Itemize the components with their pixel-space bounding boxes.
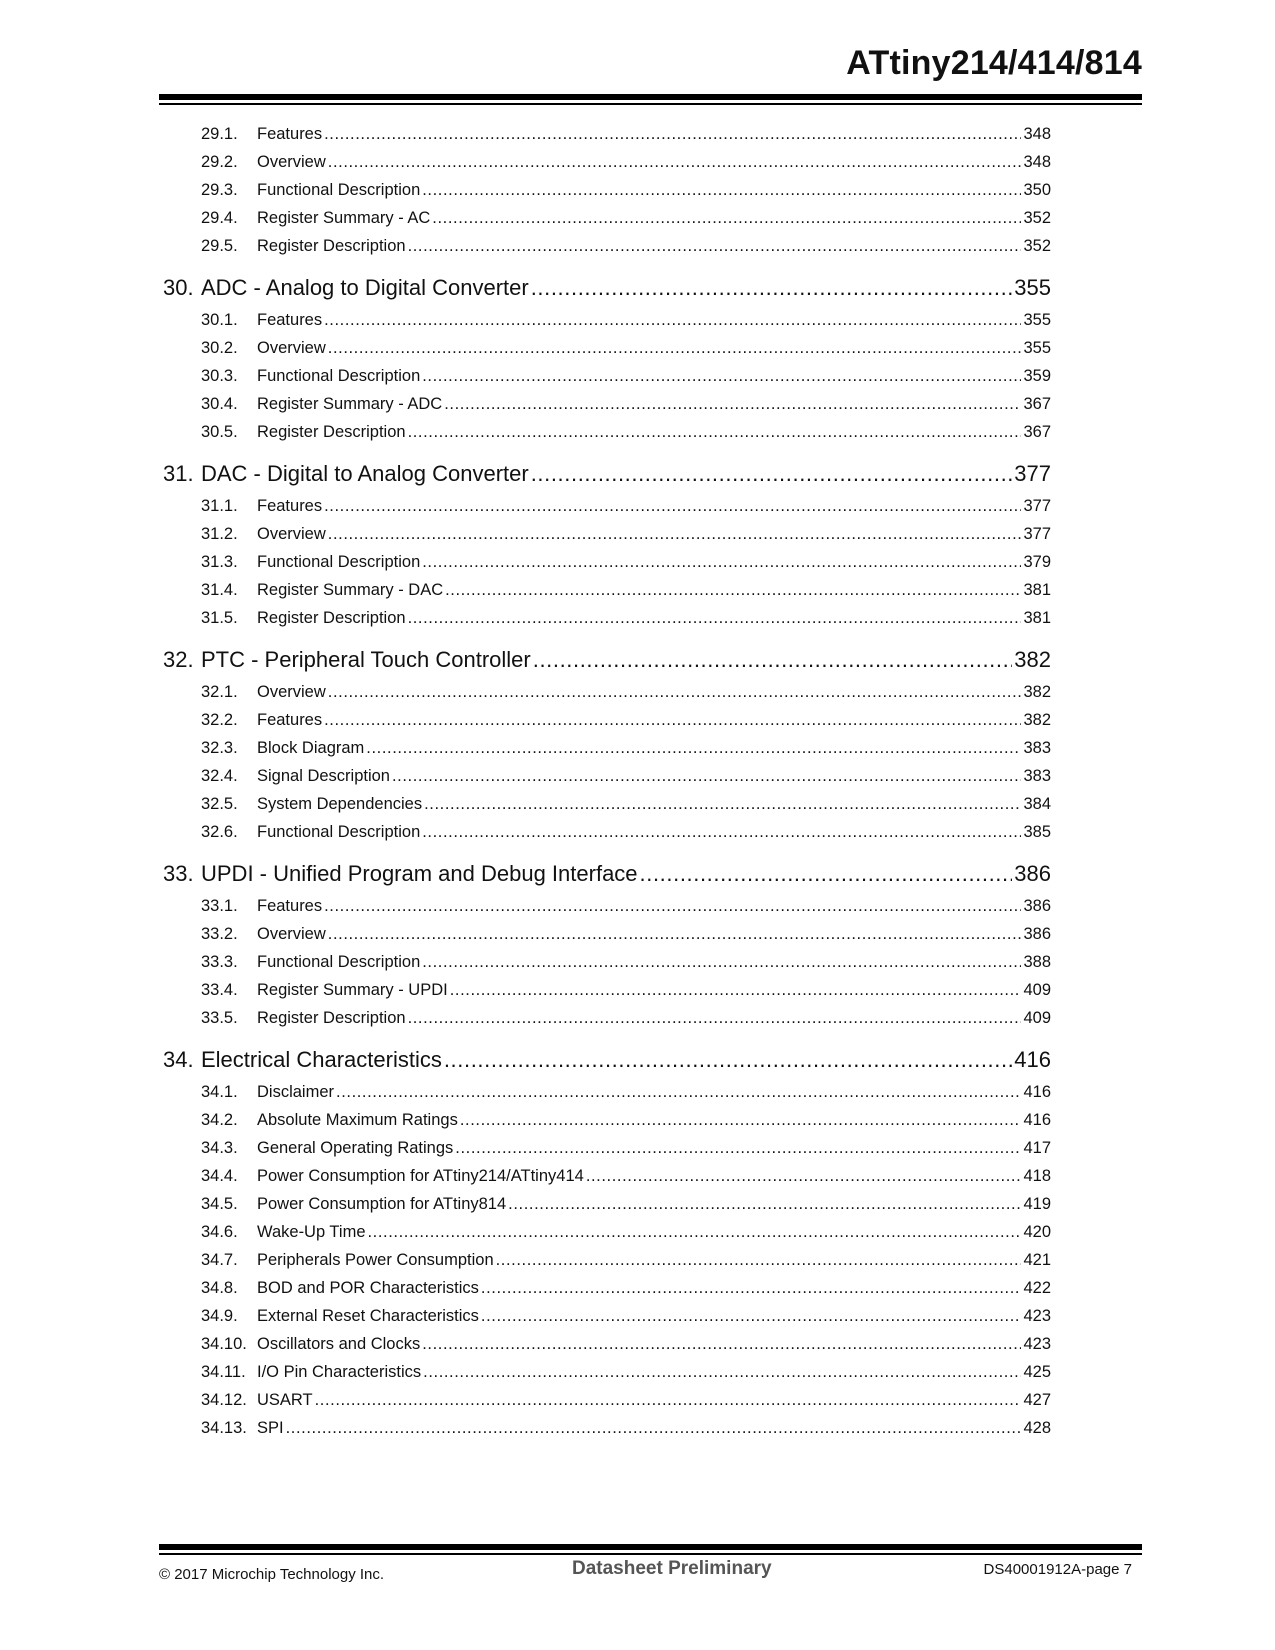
toc-section bbox=[163, 645, 1051, 846]
header-rule-thick bbox=[159, 94, 1142, 100]
document-title: ATtiny214/414/814 bbox=[846, 44, 1142, 82]
toc-section bbox=[163, 859, 1051, 1032]
entry-number: 29.1. bbox=[201, 125, 238, 143]
toc-entry[interactable] bbox=[163, 334, 1051, 362]
toc-entry[interactable] bbox=[163, 548, 1051, 576]
entry-title: Register Summary - AC bbox=[257, 209, 431, 227]
dot-leader bbox=[445, 576, 1021, 604]
toc-entry[interactable] bbox=[163, 418, 1051, 446]
dot-leader bbox=[324, 492, 1021, 520]
entry-page: 379 bbox=[1023, 553, 1051, 571]
entry-number: 29.4. bbox=[201, 209, 238, 227]
dot-leader bbox=[408, 418, 1022, 446]
entry-number: 34.8. bbox=[201, 1279, 238, 1297]
chapter-page: 386 bbox=[1014, 861, 1051, 886]
dot-leader bbox=[328, 148, 1022, 176]
footer-rule-thick bbox=[159, 1544, 1142, 1550]
entry-number: 34.1. bbox=[201, 1083, 238, 1101]
entry-number: 34.7. bbox=[201, 1251, 238, 1269]
chapter-number: 30. bbox=[163, 275, 194, 300]
entry-number: 31.4. bbox=[201, 581, 238, 599]
chapter-title: Electrical Characteristics bbox=[201, 1047, 442, 1072]
entry-title: Features bbox=[257, 125, 323, 143]
toc-entry[interactable] bbox=[163, 790, 1051, 818]
toc-entry[interactable] bbox=[163, 362, 1051, 390]
entry-page: 348 bbox=[1023, 153, 1051, 171]
entry-page: 367 bbox=[1023, 395, 1051, 413]
dot-leader bbox=[531, 273, 1013, 303]
dot-leader bbox=[392, 762, 1021, 790]
entry-number: 32.5. bbox=[201, 795, 238, 813]
entry-page: 348 bbox=[1023, 125, 1051, 143]
entry-number: 34.10. bbox=[201, 1335, 247, 1353]
entry-number: 30.4. bbox=[201, 395, 238, 413]
dot-leader bbox=[408, 604, 1022, 632]
toc-entry[interactable] bbox=[163, 948, 1051, 976]
entry-page: 352 bbox=[1023, 237, 1051, 255]
entry-title: Functional Description bbox=[257, 553, 421, 571]
entry-page: 383 bbox=[1023, 767, 1051, 785]
footer-copyright: © 2017 Microchip Technology Inc. bbox=[159, 1566, 385, 1583]
entry-page: 383 bbox=[1023, 739, 1051, 757]
entry-number: 33.5. bbox=[201, 1009, 238, 1027]
entry-title: Overview bbox=[257, 153, 326, 171]
dot-leader bbox=[422, 176, 1021, 204]
entry-title: Features bbox=[257, 897, 323, 915]
entry-title: Functional Description bbox=[257, 367, 421, 385]
toc-entry[interactable] bbox=[163, 1330, 1051, 1358]
entry-page: 384 bbox=[1023, 795, 1051, 813]
entry-page: 377 bbox=[1023, 525, 1051, 543]
dot-leader bbox=[424, 790, 1021, 818]
entry-page: 409 bbox=[1023, 981, 1051, 999]
entry-page: 381 bbox=[1023, 609, 1051, 627]
toc-chapter[interactable] bbox=[163, 859, 1051, 889]
toc-entry[interactable] bbox=[163, 120, 1051, 148]
entry-number: 34.9. bbox=[201, 1307, 238, 1325]
dot-leader bbox=[444, 390, 1021, 418]
entry-title: Register Description bbox=[257, 237, 406, 255]
dot-leader bbox=[366, 734, 1021, 762]
entry-number: 30.2. bbox=[201, 339, 238, 357]
dot-leader bbox=[531, 459, 1013, 489]
dot-leader bbox=[324, 706, 1021, 734]
dot-leader bbox=[432, 204, 1021, 232]
entry-title: Signal Description bbox=[257, 767, 390, 785]
dot-leader bbox=[328, 678, 1022, 706]
entry-page: 382 bbox=[1023, 683, 1051, 701]
toc-chapter[interactable] bbox=[163, 645, 1051, 675]
dot-leader bbox=[422, 362, 1021, 390]
entry-page: 425 bbox=[1023, 1363, 1051, 1381]
toc-section bbox=[163, 273, 1051, 446]
entry-number: 34.2. bbox=[201, 1111, 238, 1129]
entry-page: 423 bbox=[1023, 1307, 1051, 1325]
entry-title: Register Description bbox=[257, 609, 406, 627]
dot-leader bbox=[422, 1330, 1021, 1358]
entry-number: 33.4. bbox=[201, 981, 238, 999]
dot-leader bbox=[640, 859, 1013, 889]
toc-chapter[interactable] bbox=[163, 459, 1051, 489]
entry-number: 34.3. bbox=[201, 1139, 238, 1157]
entry-number: 34.11. bbox=[201, 1363, 246, 1381]
toc-entry[interactable] bbox=[163, 306, 1051, 334]
entry-title: Overview bbox=[257, 525, 326, 543]
entry-page: 423 bbox=[1023, 1335, 1051, 1353]
dot-leader bbox=[455, 1134, 1021, 1162]
toc-entry[interactable] bbox=[163, 576, 1051, 604]
dot-leader bbox=[408, 1004, 1022, 1032]
toc-entry[interactable] bbox=[163, 520, 1051, 548]
entry-title: Block Diagram bbox=[257, 739, 365, 757]
entry-page: 382 bbox=[1023, 711, 1051, 729]
entry-page: 355 bbox=[1023, 311, 1051, 329]
entry-title: Functional Description bbox=[257, 181, 421, 199]
table-of-contents bbox=[163, 120, 1051, 1455]
toc-chapter[interactable] bbox=[163, 1045, 1051, 1075]
entry-title: Power Consumption for ATtiny214/ATtiny414 bbox=[257, 1167, 584, 1185]
toc-entry[interactable] bbox=[163, 892, 1051, 920]
entry-page: 419 bbox=[1023, 1195, 1051, 1213]
entry-page: 352 bbox=[1023, 209, 1051, 227]
entry-title: Features bbox=[257, 711, 323, 729]
toc-entry[interactable] bbox=[163, 1134, 1051, 1162]
toc-entry[interactable] bbox=[163, 604, 1051, 632]
toc-entry[interactable] bbox=[163, 1386, 1051, 1414]
toc-entry[interactable] bbox=[163, 1218, 1051, 1246]
dot-leader bbox=[286, 1414, 1022, 1442]
entry-page: 427 bbox=[1023, 1391, 1051, 1409]
entry-number: 32.3. bbox=[201, 739, 238, 757]
entry-page: 367 bbox=[1023, 423, 1051, 441]
dot-leader bbox=[408, 232, 1022, 260]
dot-leader bbox=[533, 645, 1013, 675]
dot-leader bbox=[586, 1162, 1022, 1190]
entry-page: 418 bbox=[1023, 1167, 1051, 1185]
chapter-title: ADC - Analog to Digital Converter bbox=[201, 275, 529, 300]
toc-section bbox=[163, 459, 1051, 632]
entry-page: 409 bbox=[1023, 1009, 1051, 1027]
toc-entry[interactable] bbox=[163, 920, 1051, 948]
toc-section bbox=[163, 120, 1051, 260]
chapter-number: 31. bbox=[163, 461, 194, 486]
entry-number: 34.4. bbox=[201, 1167, 238, 1185]
dot-leader bbox=[328, 520, 1022, 548]
entry-number: 31.5. bbox=[201, 609, 238, 627]
dot-leader bbox=[423, 1358, 1021, 1386]
entry-title: Register Summary - ADC bbox=[257, 395, 443, 413]
entry-page: 377 bbox=[1023, 497, 1051, 515]
entry-title: Functional Description bbox=[257, 823, 421, 841]
toc-entry[interactable] bbox=[163, 1414, 1051, 1442]
entry-title: Overview bbox=[257, 339, 326, 357]
chapter-page: 416 bbox=[1014, 1047, 1051, 1072]
dot-leader bbox=[496, 1246, 1022, 1274]
dot-leader bbox=[450, 976, 1022, 1004]
dot-leader bbox=[422, 818, 1021, 846]
entry-number: 29.5. bbox=[201, 237, 238, 255]
chapter-page: 382 bbox=[1014, 647, 1051, 672]
chapter-title: UPDI - Unified Program and Debug Interface bbox=[201, 861, 638, 886]
dot-leader bbox=[422, 948, 1021, 976]
entry-page: 386 bbox=[1023, 925, 1051, 943]
entry-page: 386 bbox=[1023, 897, 1051, 915]
entry-number: 32.4. bbox=[201, 767, 238, 785]
toc-entry[interactable] bbox=[163, 976, 1051, 1004]
toc-entry[interactable] bbox=[163, 1106, 1051, 1134]
entry-number: 30.3. bbox=[201, 367, 238, 385]
entry-page: 420 bbox=[1023, 1223, 1051, 1241]
entry-title: BOD and POR Characteristics bbox=[257, 1279, 479, 1297]
entry-number: 30.1. bbox=[201, 311, 238, 329]
chapter-number: 34. bbox=[163, 1047, 194, 1072]
entry-number: 34.12. bbox=[201, 1391, 247, 1409]
toc-entry[interactable] bbox=[163, 1274, 1051, 1302]
toc-entry[interactable] bbox=[163, 1190, 1051, 1218]
chapter-title: DAC - Digital to Analog Converter bbox=[201, 461, 529, 486]
entry-page: 381 bbox=[1023, 581, 1051, 599]
entry-title: I/O Pin Characteristics bbox=[257, 1363, 422, 1381]
toc-entry[interactable] bbox=[163, 204, 1051, 232]
page-footer bbox=[159, 1558, 1142, 1588]
entry-title: Disclaimer bbox=[257, 1083, 335, 1101]
entry-number: 34.13. bbox=[201, 1419, 247, 1437]
toc-entry[interactable] bbox=[163, 1004, 1051, 1032]
entry-page: 416 bbox=[1023, 1111, 1051, 1129]
dot-leader bbox=[324, 306, 1021, 334]
entry-title: Features bbox=[257, 497, 323, 515]
dot-leader bbox=[328, 334, 1022, 362]
entry-number: 32.6. bbox=[201, 823, 238, 841]
toc-entry[interactable] bbox=[163, 148, 1051, 176]
entry-title: Overview bbox=[257, 925, 326, 943]
entry-title: External Reset Characteristics bbox=[257, 1307, 479, 1325]
entry-page: 421 bbox=[1023, 1251, 1051, 1269]
toc-entry[interactable] bbox=[163, 734, 1051, 762]
toc-entry[interactable] bbox=[163, 390, 1051, 418]
entry-title: Register Summary - UPDI bbox=[257, 981, 448, 999]
dot-leader bbox=[324, 120, 1021, 148]
entry-title: Features bbox=[257, 311, 323, 329]
toc-entry[interactable] bbox=[163, 1302, 1051, 1330]
toc-entry[interactable] bbox=[163, 818, 1051, 846]
entry-page: 388 bbox=[1023, 953, 1051, 971]
toc-entry[interactable] bbox=[163, 176, 1051, 204]
toc-section bbox=[163, 1045, 1051, 1442]
entry-title: Register Summary - DAC bbox=[257, 581, 444, 599]
dot-leader bbox=[481, 1274, 1022, 1302]
toc-entry[interactable] bbox=[163, 1358, 1051, 1386]
entry-number: 34.5. bbox=[201, 1195, 238, 1213]
entry-number: 29.2. bbox=[201, 153, 238, 171]
entry-title: Oscillators and Clocks bbox=[257, 1335, 421, 1353]
footer-page-number: DS40001912A-page 7 bbox=[983, 1561, 1132, 1578]
entry-title: Power Consumption for ATtiny814 bbox=[257, 1195, 507, 1213]
entry-title: Wake-Up Time bbox=[257, 1223, 366, 1241]
footer-rule-thin bbox=[159, 1553, 1142, 1555]
entry-page: 416 bbox=[1023, 1083, 1051, 1101]
toc-entry[interactable] bbox=[163, 1078, 1051, 1106]
entry-page: 359 bbox=[1023, 367, 1051, 385]
entry-number: 34.6. bbox=[201, 1223, 238, 1241]
entry-number: 33.2. bbox=[201, 925, 238, 943]
entry-page: 350 bbox=[1023, 181, 1051, 199]
chapter-page: 377 bbox=[1014, 461, 1051, 486]
footer-status: Datasheet Preliminary bbox=[572, 1558, 772, 1579]
entry-title: General Operating Ratings bbox=[257, 1139, 454, 1157]
entry-page: 417 bbox=[1023, 1139, 1051, 1157]
toc-chapter[interactable] bbox=[163, 273, 1051, 303]
entry-title: Register Description bbox=[257, 1009, 406, 1027]
dot-leader bbox=[444, 1045, 1012, 1075]
toc-entry[interactable] bbox=[163, 492, 1051, 520]
header-rule-thin bbox=[159, 103, 1142, 105]
dot-leader bbox=[481, 1302, 1022, 1330]
dot-leader bbox=[324, 892, 1021, 920]
chapter-number: 32. bbox=[163, 647, 194, 672]
dot-leader bbox=[315, 1386, 1022, 1414]
entry-number: 31.3. bbox=[201, 553, 238, 571]
chapter-number: 33. bbox=[163, 861, 194, 886]
toc-entry[interactable] bbox=[163, 678, 1051, 706]
dot-leader bbox=[460, 1106, 1022, 1134]
entry-number: 32.2. bbox=[201, 711, 238, 729]
dot-leader bbox=[422, 548, 1021, 576]
toc-entry[interactable] bbox=[163, 1246, 1051, 1274]
dot-leader bbox=[368, 1218, 1022, 1246]
entry-number: 30.5. bbox=[201, 423, 238, 441]
entry-page: 422 bbox=[1023, 1279, 1051, 1297]
entry-page: 428 bbox=[1023, 1419, 1051, 1437]
entry-number: 31.2. bbox=[201, 525, 238, 543]
entry-title: Overview bbox=[257, 683, 326, 701]
entry-number: 33.1. bbox=[201, 897, 238, 915]
entry-number: 31.1. bbox=[201, 497, 238, 515]
entry-title: Register Description bbox=[257, 423, 406, 441]
toc-entry[interactable] bbox=[163, 232, 1051, 260]
toc-entry[interactable] bbox=[163, 1162, 1051, 1190]
entry-title: Functional Description bbox=[257, 953, 421, 971]
dot-leader bbox=[328, 920, 1022, 948]
entry-title: Absolute Maximum Ratings bbox=[257, 1111, 458, 1129]
dot-leader bbox=[336, 1078, 1021, 1106]
entry-title: Peripherals Power Consumption bbox=[257, 1251, 494, 1269]
entry-page: 355 bbox=[1023, 339, 1051, 357]
entry-number: 32.1. bbox=[201, 683, 238, 701]
entry-title: System Dependencies bbox=[257, 795, 423, 813]
entry-number: 29.3. bbox=[201, 181, 238, 199]
entry-page: 385 bbox=[1023, 823, 1051, 841]
chapter-page: 355 bbox=[1014, 275, 1051, 300]
toc-entry[interactable] bbox=[163, 762, 1051, 790]
chapter-title: PTC - Peripheral Touch Controller bbox=[201, 647, 531, 672]
toc-entry[interactable] bbox=[163, 706, 1051, 734]
entry-title: USART bbox=[257, 1391, 313, 1409]
dot-leader bbox=[508, 1190, 1021, 1218]
entry-number: 33.3. bbox=[201, 953, 238, 971]
entry-title: SPI bbox=[257, 1419, 284, 1437]
